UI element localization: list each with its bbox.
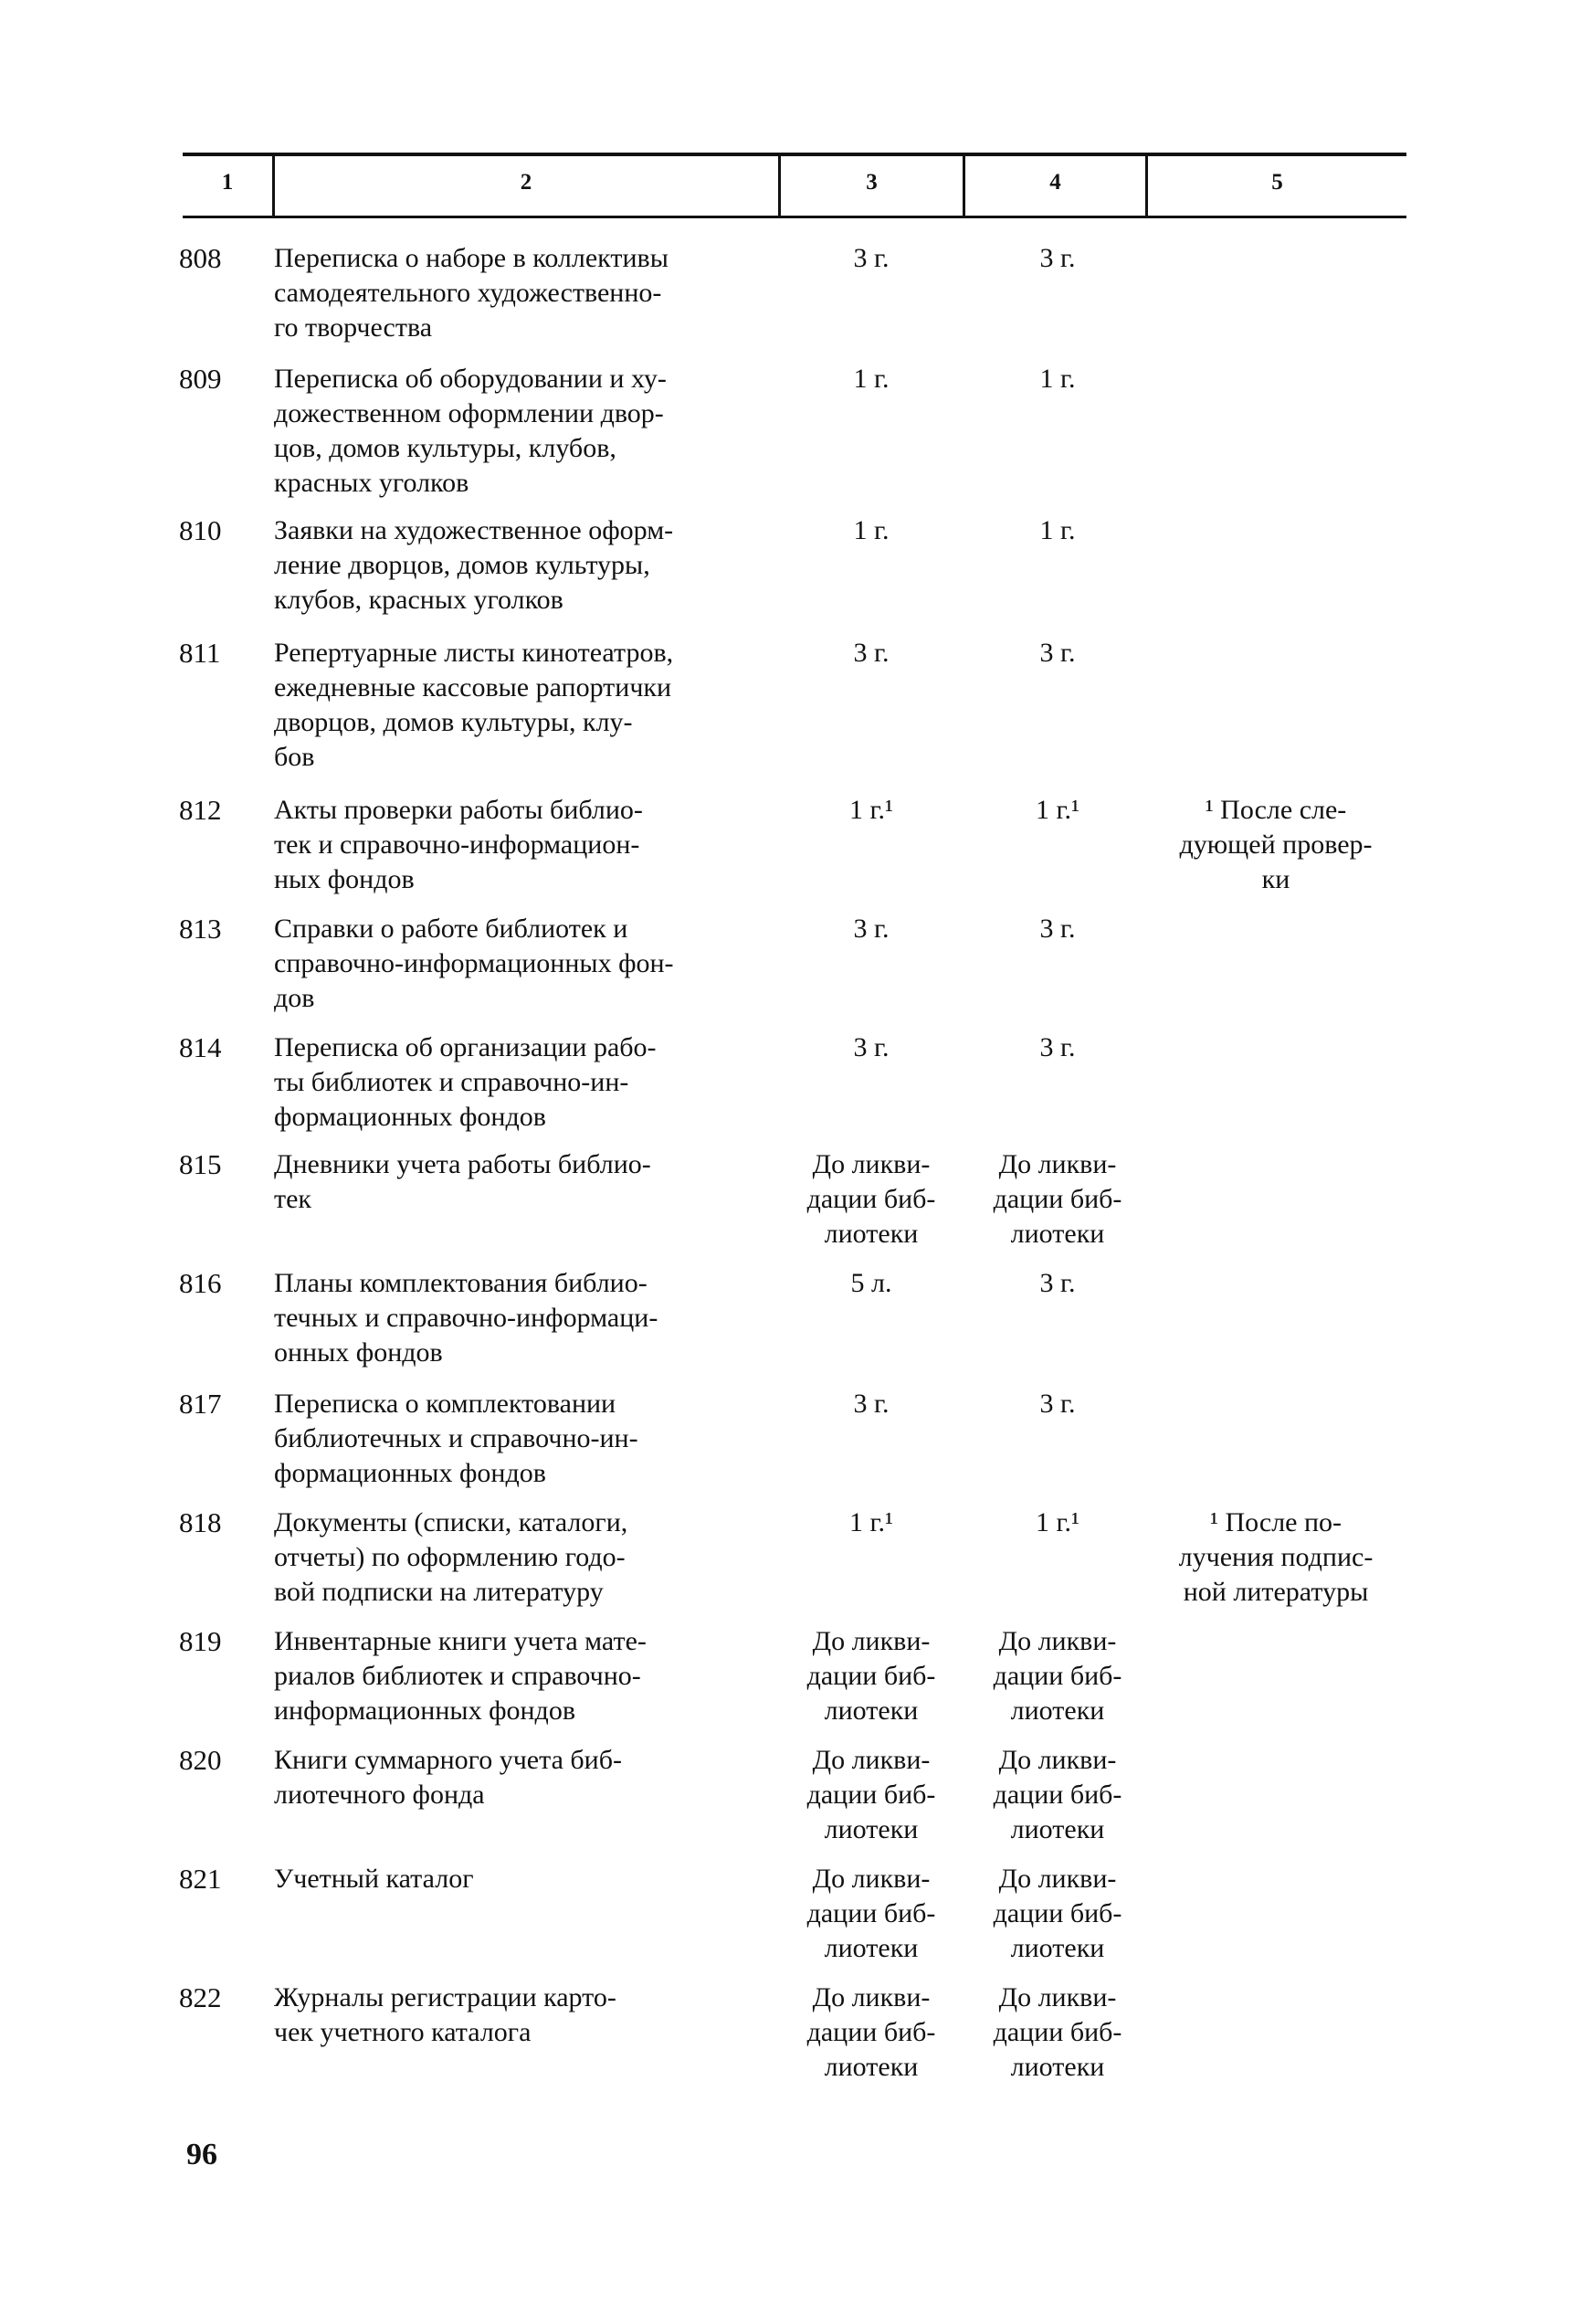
row-col3-value: До ликви- дации биб- лиотеки: [806, 1626, 936, 1726]
row-col4-value: До ликви- дации биб- лиотеки: [993, 1864, 1122, 1963]
row-description: Инвентарные книги учета мате- риалов библиотек и справочно- информационных фондов: [274, 1626, 647, 1726]
row-col4-value: 3 г.: [1039, 1032, 1076, 1062]
row-number: 808: [179, 242, 222, 274]
row-col4-value: 1 г.: [1039, 515, 1076, 545]
row-col4-value: 3 г.: [1039, 914, 1076, 944]
row-number: 812: [179, 794, 222, 826]
row-col4-value: 1 г.: [1039, 364, 1076, 394]
row-description: Переписка о наборе в коллективы самодеятельного художественно- го творчества: [274, 243, 669, 343]
row-number: 817: [179, 1388, 222, 1420]
row-col4-value: До ликви- дации биб- лиотеки: [993, 1149, 1122, 1249]
row-col3-value: До ликви- дации биб- лиотеки: [806, 1982, 936, 2082]
row-description: Дневники учета работы библио- тек: [274, 1149, 651, 1214]
row-number: 815: [179, 1148, 222, 1180]
row-description: Переписка об организации рабо- ты библиотек и справочно-ин- формационных фондов: [274, 1032, 657, 1132]
row-description: Книги суммарного учета биб- лиотечного фонда: [274, 1745, 622, 1810]
row-col3-value: 1 г.¹: [849, 795, 893, 825]
row-number: 816: [179, 1267, 222, 1299]
row-number: 809: [179, 363, 222, 395]
row-col3-value: 3 г.: [853, 638, 890, 668]
column-header-4: 4: [1049, 170, 1061, 195]
column-header-1: 1: [221, 170, 234, 195]
row-col3-value: 1 г.: [853, 364, 890, 394]
row-col3-value: 3 г.: [853, 1389, 890, 1419]
row-number: 814: [179, 1031, 222, 1063]
row-description: Репертуарные листы кинотеатров, ежедневные кассовые рапортички дворцов, домов культуры, клу- бов: [274, 638, 674, 772]
column-header-5: 5: [1271, 170, 1283, 195]
row-number: 818: [179, 1506, 222, 1538]
row-col3-value: До ликви- дации биб- лиотеки: [806, 1745, 936, 1844]
row-col4-value: 1 г.¹: [1036, 1507, 1079, 1537]
row-note: ¹ После по- лучения подпис- ной литературы: [1178, 1507, 1374, 1607]
row-description: Справки о работе библиотек и справочно-информационных фон- дов: [274, 914, 674, 1013]
row-number: 820: [179, 1744, 222, 1776]
row-col4-value: 3 г.: [1039, 1268, 1076, 1298]
row-description: Планы комплектования библио- течных и справочно-информаци- онных фондов: [274, 1268, 658, 1368]
row-description: Переписка об оборудовании и ху- дожественном оформлении двор- цов, домов культуры, клубов, красных уголков: [274, 364, 667, 498]
row-col3-value: 3 г.: [853, 243, 890, 273]
row-number: 822: [179, 1981, 222, 2013]
row-col3-value: 1 г.¹: [849, 1507, 893, 1537]
row-col3-value: 5 л.: [850, 1268, 892, 1298]
row-description: Акты проверки работы библио- тек и справочно-информацион- ных фондов: [274, 795, 643, 894]
row-description: Документы (списки, каталоги, отчеты) по оформлению годо- вой подписки на литературу: [274, 1507, 628, 1607]
row-col4-value: 1 г.¹: [1036, 795, 1079, 825]
row-number: 813: [179, 913, 222, 945]
row-col4-value: 3 г.: [1039, 243, 1076, 273]
row-col4-value: До ликви- дации биб- лиотеки: [993, 1982, 1122, 2082]
row-col3-value: 3 г.: [853, 914, 890, 944]
row-description: Учетный каталог: [274, 1864, 474, 1894]
row-description: Заявки на художественное оформ- ление дворцов, домов культуры, клубов, красных уголков: [274, 515, 674, 615]
table-top-rule: [183, 153, 1406, 156]
row-number: 811: [179, 637, 221, 669]
row-col4-value: До ликви- дации биб- лиотеки: [993, 1626, 1122, 1726]
page-number: 96: [186, 2138, 217, 2171]
row-number: 819: [179, 1625, 222, 1657]
row-description: Переписка о комплектовании библиотечных и справочно-ин- формационных фондов: [274, 1389, 638, 1488]
row-number: 810: [179, 514, 222, 546]
row-note: ¹ После сле- дующей провер- ки: [1179, 795, 1373, 894]
column-header-3: 3: [866, 170, 878, 195]
table-header-rule: [183, 216, 1406, 218]
row-col4-value: 3 г.: [1039, 1389, 1076, 1419]
row-col3-value: До ликви- дации биб- лиотеки: [806, 1149, 936, 1249]
row-number: 821: [179, 1863, 222, 1895]
row-col3-value: 1 г.: [853, 515, 890, 545]
row-col4-value: До ликви- дации биб- лиотеки: [993, 1745, 1122, 1844]
row-col3-value: До ликви- дации биб- лиотеки: [806, 1864, 936, 1963]
row-col4-value: 3 г.: [1039, 638, 1076, 668]
column-header-2: 2: [520, 170, 532, 195]
row-col3-value: 3 г.: [853, 1032, 890, 1062]
row-description: Журналы регистрации карто- чек учетного каталога: [274, 1982, 616, 2047]
